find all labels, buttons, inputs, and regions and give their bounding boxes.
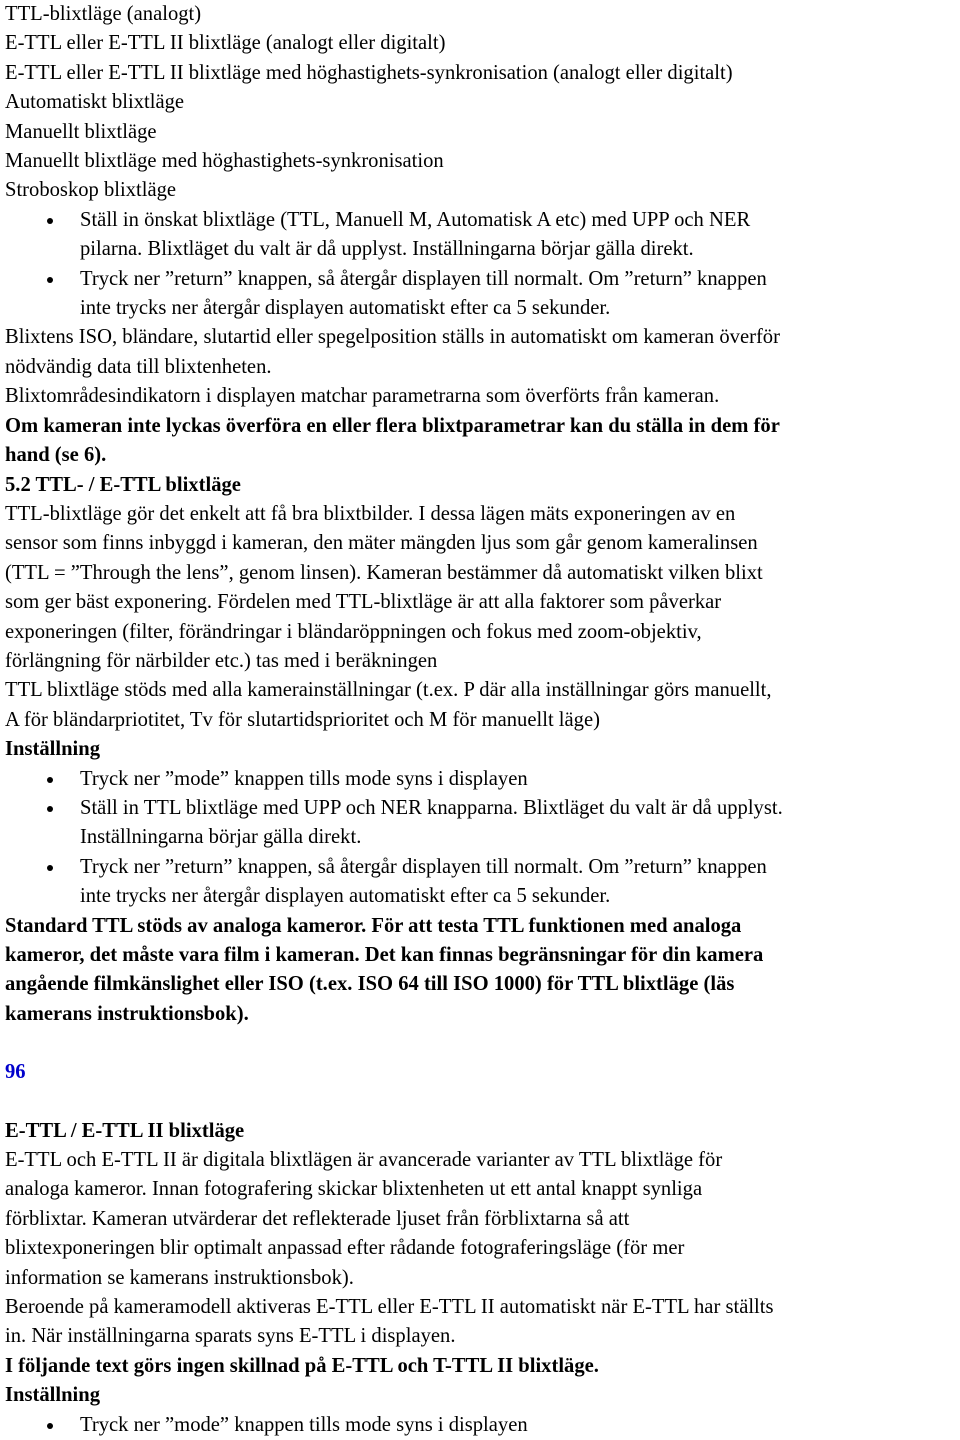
flash-mode-ettl-hss: E-TTL eller E-TTL II blixtläge med höghastighets-synkronisation (analogt eller digitalt) [5, 61, 733, 84]
page-number-block [5, 1058, 957, 1087]
paragraph-line: analoga kameror. Innan fotografering skickar blixtenheten ut ett antal knappt synliga [5, 1178, 703, 1201]
paragraph-line: förblixtar. Kameran utvärderar det reflekterade ljuset från förblixtarna så att [5, 1207, 630, 1230]
paragraph-line: (TTL = ”Through the lens”, genom linsen). Kameran bestämmer då automatiskt vilken blixt [5, 561, 763, 584]
flash-mode-ttl: TTL-blixtläge (analogt) [5, 3, 202, 25]
paragraph-line: nödvändig data till blixtenheten. [5, 355, 272, 378]
section-heading-5-2: 5.2 TTL- / E-TTL blixtläge [5, 473, 241, 496]
paragraph-line: in. När inställningarna sparats syns E-TTL i displayen. [5, 1325, 456, 1348]
bullet-item [5, 853, 957, 912]
setting-heading-ttl: Inställning [5, 738, 101, 761]
spacer [5, 1088, 957, 1117]
paragraph-line: angående filmkänslighet eller ISO (t.ex. ISO 64 till ISO 1000) för TTL blixtläge (läs [5, 973, 735, 996]
paragraph-line: Beroende på kameramodell aktiveras E-TTL eller E-TTL II automatiskt när E-TTL har ställts [5, 1296, 774, 1319]
bullet-item [5, 1411, 957, 1440]
bullet-text-line: inte trycks ner återgår displayen automatiskt efter ca 5 sekunder. [80, 885, 611, 908]
flash-mode-ettl: E-TTL eller E-TTL II blixtläge (analogt eller digitalt) [5, 32, 446, 55]
paragraph-line: Standard TTL stöds av analoga kameror. För att testa TTL funktionen med analoga [5, 914, 742, 937]
paragraph-line: kamerans instruktionsbok). [5, 1002, 249, 1025]
paragraph-line: blixtexponeringen blir optimalt anpassad efter rådande fotograferingsläge (för mer [5, 1237, 685, 1260]
paragraph-line: exponeringen (filter, förändringar i bländaröppningen och fokus med zoom-objektiv, [5, 620, 702, 643]
iso-paragraph [5, 323, 957, 382]
paragraph-line: E-TTL och E-TTL II är digitala blixtlägen är avancerade varianter av TTL blixtläge för [5, 1149, 723, 1172]
bullet-text-line: Ställ in önskat blixtläge (TTL, Manuell M, Automatisk A etc) med UPP och NER [80, 208, 751, 231]
bullet-text-line: Tryck ner ”return” knappen, så återgår displayen till normalt. Om ”return” knappen [80, 855, 767, 878]
bullet-item [5, 765, 957, 794]
spacer [5, 1029, 957, 1058]
ettl-description [5, 1146, 957, 1352]
paragraph-line: A för bländarpriotitet, Tv för slutartidsprioritet och M för manuellt läge) [5, 708, 600, 731]
flash-mode-auto: Automatiskt blixtläge [5, 91, 185, 114]
document-page [5, 0, 957, 1440]
bullet-text-line: Ställ in TTL blixtläge med UPP och NER knapparna. Blixtläget du valt är då upplyst. [80, 796, 783, 819]
bullet-text-line: pilarna. Blixtläget du valt är då upplyst. Inställningarna börjar gälla direkt. [80, 238, 694, 261]
paragraph-line: TTL-blixtläge gör det enkelt att få bra blixtbilder. I dessa lägen mäts exponeringen av en [5, 502, 736, 525]
bullet-item [5, 206, 957, 265]
bullet-text-line: Inställningarna börjar gälla direkt. [80, 826, 362, 849]
setting-heading-ettl: Inställning [5, 1384, 101, 1407]
paragraph-line: kameror, det måste vara film i kameran. Det kan finnas begränsningar för din kamera [5, 944, 764, 966]
area-indicator-paragraph [5, 382, 957, 411]
bullet-text-line: Tryck ner ”mode” knappen tills mode syns i displayen [80, 767, 528, 790]
paragraph-line: sensor som finns inbyggd i kameran, den mäter mängden ljus som går genom kameralinsen [5, 532, 758, 555]
ettl-setting-bullets [5, 1411, 957, 1440]
transfer-failure-note [5, 412, 957, 471]
paragraph-line: som ger bäst exponering. Fördelen med TTL-blixtläge är att alla faktorer som påverkar [5, 591, 722, 614]
flash-mode-list [5, 0, 957, 206]
flash-mode-stroboscope: Stroboskop blixtläge [5, 179, 177, 202]
bullet-text-line: Tryck ner ”mode” knappen tills mode syns i displayen [80, 1413, 528, 1436]
section-heading-ettl: E-TTL / E-TTL II blixtläge [5, 1119, 245, 1142]
paragraph-line: förlängning för närbilder etc.) tas med i beräkningen [5, 649, 438, 672]
bullet-item [5, 265, 957, 324]
paragraph-line: information se kamerans instruktionsbok). [5, 1266, 354, 1289]
bullet-item [5, 794, 957, 853]
bullet-text-line: inte trycks ner återgår displayen automatiskt efter ca 5 sekunder. [80, 297, 611, 320]
ttl-description [5, 500, 957, 735]
page-number: 96 [5, 1061, 26, 1084]
flash-mode-manual-hss: Manuellt blixtläge med höghastighets-synkronisation [5, 150, 444, 173]
paragraph-line: Blixtens ISO, bländare, slutartid eller spegelposition ställs in automatiskt om kameran överför [5, 326, 780, 349]
mode-select-bullets [5, 206, 957, 324]
analog-camera-note [5, 912, 957, 1030]
paragraph-line: hand (se 6). [5, 444, 107, 467]
ttl-setting-bullets [5, 765, 957, 912]
flash-mode-manual: Manuellt blixtläge [5, 120, 157, 143]
paragraph-line: TTL blixtläge stöds med alla kamerainställningar (t.ex. P där alla inställningar görs manuellt, [5, 679, 772, 702]
paragraph-line: Om kameran inte lyckas överföra en eller flera blixtparametrar kan du ställa in dem för [5, 414, 780, 437]
bullet-text-line: Tryck ner ”return” knappen, så återgår displayen till normalt. Om ”return” knappen [80, 267, 767, 290]
ettl-note: I följande text görs ingen skillnad på E-TTL och T-TTL II blixtläge. [5, 1354, 599, 1377]
paragraph-line: Blixtområdesindikatorn i displayen matchar parametrarna som överförts från kameran. [5, 385, 720, 408]
